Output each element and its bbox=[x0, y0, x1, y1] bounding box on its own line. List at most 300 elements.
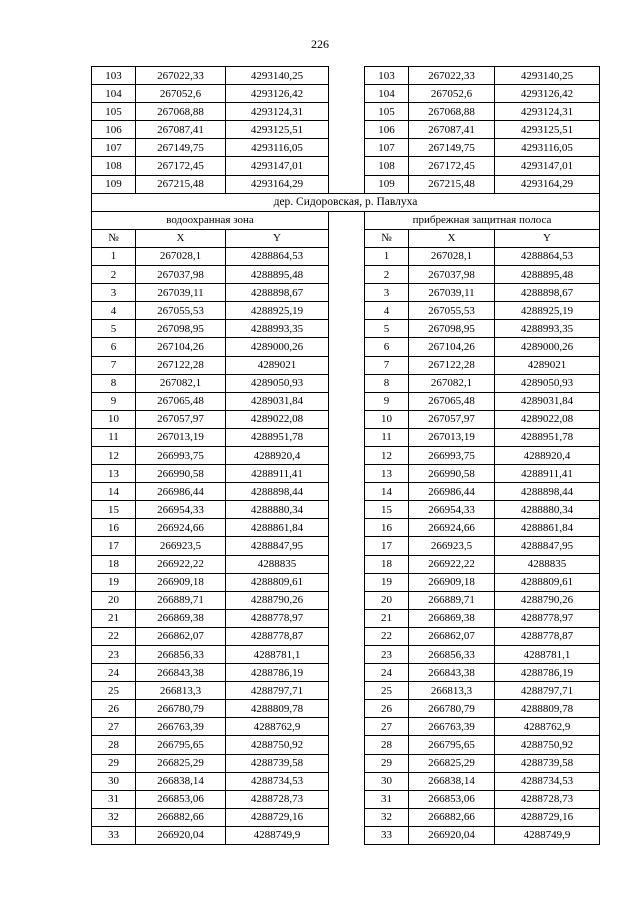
right-y-value: 4293147,01 bbox=[495, 157, 600, 175]
right-heading: прибрежная защитная полоса bbox=[365, 211, 600, 229]
right-x-value: 266954,33 bbox=[409, 501, 495, 519]
left-point-number: 19 bbox=[92, 573, 136, 591]
column-gap bbox=[329, 392, 365, 410]
right-x-value: 266909,18 bbox=[409, 573, 495, 591]
left-x-value: 266825,29 bbox=[136, 754, 226, 772]
right-y-value: 4288898,44 bbox=[495, 483, 600, 501]
right-x-value: 266924,66 bbox=[409, 519, 495, 537]
left-y-value: 4288734,53 bbox=[226, 772, 329, 790]
left-x-value: 266986,44 bbox=[136, 483, 226, 501]
right-x-value: 267149,75 bbox=[409, 139, 495, 157]
table-row bbox=[92, 85, 600, 103]
column-gap bbox=[329, 790, 365, 808]
right-y-value: 4289031,84 bbox=[495, 392, 600, 410]
left-x-value: 267028,1 bbox=[136, 247, 226, 265]
left-point-number: 8 bbox=[92, 374, 136, 392]
right-point-number: 16 bbox=[365, 519, 409, 537]
section-header bbox=[92, 193, 600, 247]
left-x-value: 267037,98 bbox=[136, 266, 226, 284]
table-row bbox=[92, 718, 600, 736]
left-y-value: 4288781,1 bbox=[226, 646, 329, 664]
left-y-value: 4289000,26 bbox=[226, 338, 329, 356]
column-gap bbox=[329, 664, 365, 682]
column-gap bbox=[329, 555, 365, 573]
left-y-value: 4293116,05 bbox=[226, 139, 329, 157]
right-x-value: 267082,1 bbox=[409, 374, 495, 392]
left-x-value: 267013,19 bbox=[136, 428, 226, 446]
column-header-number: № bbox=[365, 229, 409, 247]
left-y-value: 4288835 bbox=[226, 555, 329, 573]
right-point-number: 109 bbox=[365, 175, 409, 193]
column-gap bbox=[329, 266, 365, 284]
right-point-number: 29 bbox=[365, 754, 409, 772]
column-gap bbox=[329, 646, 365, 664]
table-row bbox=[92, 573, 600, 591]
right-y-value: 4288728,73 bbox=[495, 790, 600, 808]
table-row bbox=[92, 67, 600, 85]
left-x-value: 267122,28 bbox=[136, 356, 226, 374]
right-x-value: 267039,11 bbox=[409, 284, 495, 302]
right-y-value: 4289050,93 bbox=[495, 374, 600, 392]
left-x-value: 266990,58 bbox=[136, 465, 226, 483]
right-x-value: 266862,07 bbox=[409, 627, 495, 645]
left-point-number: 3 bbox=[92, 284, 136, 302]
left-y-value: 4288920,4 bbox=[226, 446, 329, 464]
table-row bbox=[92, 483, 600, 501]
left-point-number: 33 bbox=[92, 826, 136, 844]
column-gap bbox=[329, 67, 365, 85]
left-x-value: 266889,71 bbox=[136, 591, 226, 609]
right-point-number: 13 bbox=[365, 465, 409, 483]
left-y-value: 4288864,53 bbox=[226, 247, 329, 265]
left-y-value: 4288739,58 bbox=[226, 754, 329, 772]
right-x-value: 266869,38 bbox=[409, 609, 495, 627]
column-gap bbox=[329, 85, 365, 103]
left-x-value: 266763,39 bbox=[136, 718, 226, 736]
right-point-number: 8 bbox=[365, 374, 409, 392]
table-row bbox=[92, 646, 600, 664]
column-gap bbox=[329, 211, 365, 229]
left-y-value: 4288847,95 bbox=[226, 537, 329, 555]
coordinates-table bbox=[91, 66, 600, 845]
right-x-value: 266825,29 bbox=[409, 754, 495, 772]
left-x-value: 267022,33 bbox=[136, 67, 226, 85]
column-gap bbox=[329, 808, 365, 826]
right-x-value: 267022,33 bbox=[409, 67, 495, 85]
right-x-value: 266920,04 bbox=[409, 826, 495, 844]
left-x-value: 267215,48 bbox=[136, 175, 226, 193]
right-y-value: 4288861,84 bbox=[495, 519, 600, 537]
right-x-value: 267122,28 bbox=[409, 356, 495, 374]
table-row bbox=[92, 356, 600, 374]
right-point-number: 28 bbox=[365, 736, 409, 754]
right-point-number: 12 bbox=[365, 446, 409, 464]
left-y-value: 4288797,71 bbox=[226, 682, 329, 700]
left-x-value: 267068,88 bbox=[136, 103, 226, 121]
column-gap bbox=[329, 320, 365, 338]
column-gap bbox=[329, 121, 365, 139]
left-point-number: 104 bbox=[92, 85, 136, 103]
right-point-number: 23 bbox=[365, 646, 409, 664]
left-point-number: 22 bbox=[92, 627, 136, 645]
column-header-y: Y bbox=[226, 229, 329, 247]
table-row bbox=[92, 736, 600, 754]
table-row bbox=[92, 627, 600, 645]
right-x-value: 266923,5 bbox=[409, 537, 495, 555]
right-y-value: 4288898,67 bbox=[495, 284, 600, 302]
column-gap bbox=[329, 609, 365, 627]
right-point-number: 33 bbox=[365, 826, 409, 844]
right-point-number: 14 bbox=[365, 483, 409, 501]
column-header-number: № bbox=[92, 229, 136, 247]
table-row bbox=[92, 157, 600, 175]
left-point-number: 28 bbox=[92, 736, 136, 754]
left-y-value: 4293125,51 bbox=[226, 121, 329, 139]
table-row bbox=[92, 320, 600, 338]
left-x-value: 267082,1 bbox=[136, 374, 226, 392]
right-x-value: 266853,06 bbox=[409, 790, 495, 808]
right-y-value: 4293140,25 bbox=[495, 67, 600, 85]
right-y-value: 4288778,87 bbox=[495, 627, 600, 645]
column-gap bbox=[329, 627, 365, 645]
right-y-value: 4293116,05 bbox=[495, 139, 600, 157]
left-x-value: 267087,41 bbox=[136, 121, 226, 139]
right-y-value: 4293164,29 bbox=[495, 175, 600, 193]
left-y-value: 4293140,25 bbox=[226, 67, 329, 85]
right-point-number: 25 bbox=[365, 682, 409, 700]
left-y-value: 4288809,61 bbox=[226, 573, 329, 591]
left-y-value: 4288750,92 bbox=[226, 736, 329, 754]
right-point-number: 1 bbox=[365, 247, 409, 265]
right-x-value: 266922,22 bbox=[409, 555, 495, 573]
right-y-value: 4288880,34 bbox=[495, 501, 600, 519]
column-gap bbox=[329, 428, 365, 446]
left-y-value: 4288911,41 bbox=[226, 465, 329, 483]
left-point-number: 32 bbox=[92, 808, 136, 826]
table-row bbox=[92, 790, 600, 808]
table-row bbox=[92, 772, 600, 790]
left-y-value: 4289050,93 bbox=[226, 374, 329, 392]
left-point-number: 7 bbox=[92, 356, 136, 374]
left-x-value: 266795,65 bbox=[136, 736, 226, 754]
right-y-value: 4288734,53 bbox=[495, 772, 600, 790]
column-gap bbox=[329, 139, 365, 157]
left-y-value: 4288993,35 bbox=[226, 320, 329, 338]
right-y-value: 4288835 bbox=[495, 555, 600, 573]
right-x-value: 267104,26 bbox=[409, 338, 495, 356]
left-x-value: 267055,53 bbox=[136, 302, 226, 320]
left-point-number: 21 bbox=[92, 609, 136, 627]
right-point-number: 104 bbox=[365, 85, 409, 103]
right-y-value: 4293126,42 bbox=[495, 85, 600, 103]
left-point-number: 24 bbox=[92, 664, 136, 682]
column-gap bbox=[329, 356, 365, 374]
left-y-value: 4288898,44 bbox=[226, 483, 329, 501]
column-gap bbox=[329, 483, 365, 501]
left-x-value: 267052,6 bbox=[136, 85, 226, 103]
right-x-value: 266856,33 bbox=[409, 646, 495, 664]
left-x-value: 267172,45 bbox=[136, 157, 226, 175]
right-x-value: 266763,39 bbox=[409, 718, 495, 736]
right-point-number: 2 bbox=[365, 266, 409, 284]
left-x-value: 266920,04 bbox=[136, 826, 226, 844]
right-point-number: 3 bbox=[365, 284, 409, 302]
left-x-value: 266922,22 bbox=[136, 555, 226, 573]
left-x-value: 266780,79 bbox=[136, 700, 226, 718]
left-point-number: 13 bbox=[92, 465, 136, 483]
column-gap bbox=[329, 302, 365, 320]
right-y-value: 4288920,4 bbox=[495, 446, 600, 464]
right-x-value: 266889,71 bbox=[409, 591, 495, 609]
right-x-value: 267028,1 bbox=[409, 247, 495, 265]
table-row bbox=[92, 338, 600, 356]
left-point-number: 16 bbox=[92, 519, 136, 537]
left-y-value: 4288898,67 bbox=[226, 284, 329, 302]
column-gap bbox=[329, 247, 365, 265]
right-point-number: 11 bbox=[365, 428, 409, 446]
table-row bbox=[92, 519, 600, 537]
left-x-value: 267098,95 bbox=[136, 320, 226, 338]
column-header-y: Y bbox=[495, 229, 600, 247]
left-heading: водоохранная зона bbox=[92, 211, 329, 229]
right-x-value: 266813,3 bbox=[409, 682, 495, 700]
right-y-value: 4288762,9 bbox=[495, 718, 600, 736]
right-point-number: 108 bbox=[365, 157, 409, 175]
left-x-value: 267065,48 bbox=[136, 392, 226, 410]
right-x-value: 267052,6 bbox=[409, 85, 495, 103]
right-point-number: 30 bbox=[365, 772, 409, 790]
right-x-value: 266795,65 bbox=[409, 736, 495, 754]
right-x-value: 266838,14 bbox=[409, 772, 495, 790]
left-y-value: 4289021 bbox=[226, 356, 329, 374]
right-x-value: 266882,66 bbox=[409, 808, 495, 826]
table-row bbox=[92, 609, 600, 627]
column-gap bbox=[329, 175, 365, 193]
left-point-number: 27 bbox=[92, 718, 136, 736]
right-point-number: 20 bbox=[365, 591, 409, 609]
right-point-number: 15 bbox=[365, 501, 409, 519]
table-row bbox=[92, 664, 600, 682]
column-gap bbox=[329, 465, 365, 483]
column-gap bbox=[329, 682, 365, 700]
right-x-value: 267065,48 bbox=[409, 392, 495, 410]
column-gap bbox=[329, 284, 365, 302]
left-y-value: 4293126,42 bbox=[226, 85, 329, 103]
right-x-value: 266990,58 bbox=[409, 465, 495, 483]
right-y-value: 4288925,19 bbox=[495, 302, 600, 320]
right-point-number: 26 bbox=[365, 700, 409, 718]
right-x-value: 267013,19 bbox=[409, 428, 495, 446]
right-x-value: 267037,98 bbox=[409, 266, 495, 284]
right-x-value: 267087,41 bbox=[409, 121, 495, 139]
left-x-value: 266924,66 bbox=[136, 519, 226, 537]
right-x-value: 266986,44 bbox=[409, 483, 495, 501]
column-gap bbox=[329, 573, 365, 591]
right-point-number: 19 bbox=[365, 573, 409, 591]
coordinate-rows bbox=[92, 247, 600, 844]
table-row bbox=[92, 374, 600, 392]
left-x-value: 266923,5 bbox=[136, 537, 226, 555]
right-y-value: 4288778,97 bbox=[495, 609, 600, 627]
right-point-number: 6 bbox=[365, 338, 409, 356]
left-y-value: 4288778,97 bbox=[226, 609, 329, 627]
table-row bbox=[92, 826, 600, 844]
right-x-value: 267057,97 bbox=[409, 410, 495, 428]
left-x-value: 266843,38 bbox=[136, 664, 226, 682]
column-gap bbox=[329, 501, 365, 519]
left-x-value: 267039,11 bbox=[136, 284, 226, 302]
right-point-number: 107 bbox=[365, 139, 409, 157]
column-gap bbox=[329, 374, 365, 392]
column-gap bbox=[329, 537, 365, 555]
right-y-value: 4288786,19 bbox=[495, 664, 600, 682]
left-point-number: 108 bbox=[92, 157, 136, 175]
table-row bbox=[92, 555, 600, 573]
left-y-value: 4288790,26 bbox=[226, 591, 329, 609]
left-point-number: 109 bbox=[92, 175, 136, 193]
column-gap bbox=[329, 591, 365, 609]
table-row bbox=[92, 247, 600, 265]
table-row bbox=[92, 682, 600, 700]
right-y-value: 4289000,26 bbox=[495, 338, 600, 356]
table-row bbox=[92, 501, 600, 519]
right-y-value: 4288951,78 bbox=[495, 428, 600, 446]
right-y-value: 4288809,61 bbox=[495, 573, 600, 591]
left-x-value: 266993,75 bbox=[136, 446, 226, 464]
table-row bbox=[92, 410, 600, 428]
table-row bbox=[92, 302, 600, 320]
left-y-value: 4293124,31 bbox=[226, 103, 329, 121]
column-gap bbox=[329, 446, 365, 464]
right-y-value: 4289021 bbox=[495, 356, 600, 374]
right-point-number: 32 bbox=[365, 808, 409, 826]
right-x-value: 266843,38 bbox=[409, 664, 495, 682]
left-point-number: 12 bbox=[92, 446, 136, 464]
left-x-value: 266862,07 bbox=[136, 627, 226, 645]
left-x-value: 267149,75 bbox=[136, 139, 226, 157]
column-gap bbox=[329, 826, 365, 844]
right-point-number: 18 bbox=[365, 555, 409, 573]
left-y-value: 4293147,01 bbox=[226, 157, 329, 175]
table-row bbox=[92, 266, 600, 284]
left-point-number: 30 bbox=[92, 772, 136, 790]
left-y-value: 4288809,78 bbox=[226, 700, 329, 718]
table-row bbox=[92, 591, 600, 609]
right-y-value: 4288781,1 bbox=[495, 646, 600, 664]
left-y-value: 4288895,48 bbox=[226, 266, 329, 284]
left-point-number: 17 bbox=[92, 537, 136, 555]
right-y-value: 4293124,31 bbox=[495, 103, 600, 121]
right-point-number: 31 bbox=[365, 790, 409, 808]
column-gap bbox=[329, 103, 365, 121]
right-point-number: 4 bbox=[365, 302, 409, 320]
left-point-number: 4 bbox=[92, 302, 136, 320]
left-y-value: 4288951,78 bbox=[226, 428, 329, 446]
column-gap bbox=[329, 519, 365, 537]
table-row bbox=[92, 139, 600, 157]
left-x-value: 266856,33 bbox=[136, 646, 226, 664]
left-point-number: 10 bbox=[92, 410, 136, 428]
right-y-value: 4288750,92 bbox=[495, 736, 600, 754]
left-y-value: 4288762,9 bbox=[226, 718, 329, 736]
left-point-number: 2 bbox=[92, 266, 136, 284]
left-point-number: 6 bbox=[92, 338, 136, 356]
right-point-number: 21 bbox=[365, 609, 409, 627]
left-x-value: 266882,66 bbox=[136, 808, 226, 826]
left-x-value: 266853,06 bbox=[136, 790, 226, 808]
left-point-number: 9 bbox=[92, 392, 136, 410]
right-x-value: 267098,95 bbox=[409, 320, 495, 338]
left-x-value: 266838,14 bbox=[136, 772, 226, 790]
right-point-number: 105 bbox=[365, 103, 409, 121]
right-y-value: 4288847,95 bbox=[495, 537, 600, 555]
left-point-number: 103 bbox=[92, 67, 136, 85]
right-y-value: 4288749,9 bbox=[495, 826, 600, 844]
left-point-number: 1 bbox=[92, 247, 136, 265]
right-x-value: 267068,88 bbox=[409, 103, 495, 121]
right-y-value: 4288895,48 bbox=[495, 266, 600, 284]
left-y-value: 4288861,84 bbox=[226, 519, 329, 537]
left-y-value: 4289022,08 bbox=[226, 410, 329, 428]
column-gap bbox=[329, 754, 365, 772]
page-number: 226 bbox=[311, 37, 329, 51]
right-point-number: 7 bbox=[365, 356, 409, 374]
column-gap bbox=[329, 700, 365, 718]
right-point-number: 5 bbox=[365, 320, 409, 338]
left-point-number: 23 bbox=[92, 646, 136, 664]
left-y-value: 4293164,29 bbox=[226, 175, 329, 193]
right-y-value: 4288809,78 bbox=[495, 700, 600, 718]
table-row bbox=[92, 103, 600, 121]
right-point-number: 24 bbox=[365, 664, 409, 682]
table-row bbox=[92, 700, 600, 718]
right-point-number: 106 bbox=[365, 121, 409, 139]
left-x-value: 266813,3 bbox=[136, 682, 226, 700]
right-point-number: 22 bbox=[365, 627, 409, 645]
column-header-x: X bbox=[409, 229, 495, 247]
left-point-number: 107 bbox=[92, 139, 136, 157]
column-gap bbox=[329, 718, 365, 736]
right-x-value: 267055,53 bbox=[409, 302, 495, 320]
right-point-number: 9 bbox=[365, 392, 409, 410]
column-gap bbox=[329, 157, 365, 175]
column-gap bbox=[329, 229, 365, 247]
left-point-number: 29 bbox=[92, 754, 136, 772]
section-title: дер. Сидоровская, р. Павлуха bbox=[92, 193, 600, 211]
left-point-number: 14 bbox=[92, 483, 136, 501]
left-x-value: 267104,26 bbox=[136, 338, 226, 356]
left-point-number: 15 bbox=[92, 501, 136, 519]
continuation-rows bbox=[92, 67, 600, 194]
right-x-value: 267172,45 bbox=[409, 157, 495, 175]
left-point-number: 31 bbox=[92, 790, 136, 808]
left-point-number: 106 bbox=[92, 121, 136, 139]
right-y-value: 4288739,58 bbox=[495, 754, 600, 772]
right-point-number: 27 bbox=[365, 718, 409, 736]
right-point-number: 17 bbox=[365, 537, 409, 555]
table-row bbox=[92, 537, 600, 555]
table-row bbox=[92, 446, 600, 464]
left-x-value: 266909,18 bbox=[136, 573, 226, 591]
left-x-value: 266869,38 bbox=[136, 609, 226, 627]
right-y-value: 4288729,16 bbox=[495, 808, 600, 826]
left-point-number: 105 bbox=[92, 103, 136, 121]
right-y-value: 4288993,35 bbox=[495, 320, 600, 338]
table-row bbox=[92, 284, 600, 302]
table-row bbox=[92, 754, 600, 772]
right-y-value: 4288790,26 bbox=[495, 591, 600, 609]
right-y-value: 4289022,08 bbox=[495, 410, 600, 428]
